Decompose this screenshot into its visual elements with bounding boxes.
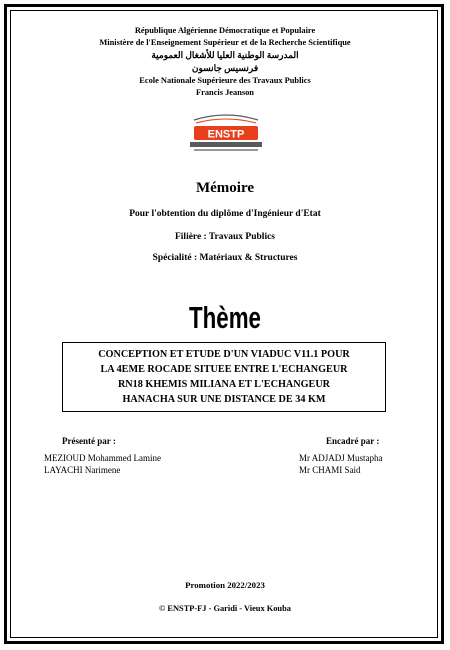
ministry-line: Ministère de l'Enseignement Supérieur et de la Recherche Scientifique [99, 38, 351, 47]
footer-copyright: © ENSTP-FJ - Garidi - Vieux Kouba [159, 604, 291, 613]
promotion-line: Promotion 2022/2023 [185, 580, 265, 590]
title-line: RN18 KHEMIS MILIANA ET L'ECHANGEUR [117, 379, 331, 390]
francis-jeanson-line: Francis Jeanson [196, 88, 254, 97]
purpose-line: Pour l'obtention du diplôme d'Ingénieur d'Etat [129, 209, 321, 219]
title-line: HANACHA SUR UNE DISTANCE DE 34 KM [122, 394, 326, 405]
enstp-logo [186, 112, 266, 154]
presented-by-label: Présenté par : [62, 436, 116, 446]
author-name: MEZIOUD Mohammed Lamine [44, 453, 161, 463]
school-name-line: Ecole Nationale Supérieure des Travaux Publics [139, 76, 311, 85]
francis-arabic-line: فرنسيس جانسون [191, 63, 259, 73]
supervised-by-label: Encadré par : [326, 436, 380, 446]
title-line: CONCEPTION ET ETUDE D'UN VIADUC V11.1 POUR [98, 349, 350, 360]
specialite-line: Spécialité : Matériaux & Structures [152, 253, 298, 263]
school-arabic-line: المدرسة الوطنية العليا للأشغال العمومية [151, 50, 299, 60]
document-type: Mémoire [195, 180, 255, 196]
republic-line: République Algérienne Démocratique et Populaire [134, 26, 316, 35]
title-line: LA 4EME ROCADE SITUEE ENTRE L'ECHANGEUR [100, 364, 348, 375]
thesis-title-box [62, 342, 386, 412]
theme-heading: Thème [189, 300, 261, 335]
author-name: LAYACHI Narimene [44, 465, 121, 475]
filiere-line: Filière : Travaux Publics [174, 232, 275, 242]
logo-text: ENSTP [207, 128, 245, 141]
supervisor-name: Mr CHAMI Said [299, 465, 361, 475]
supervisor-name: Mr ADJADJ Mustapha [299, 453, 383, 463]
